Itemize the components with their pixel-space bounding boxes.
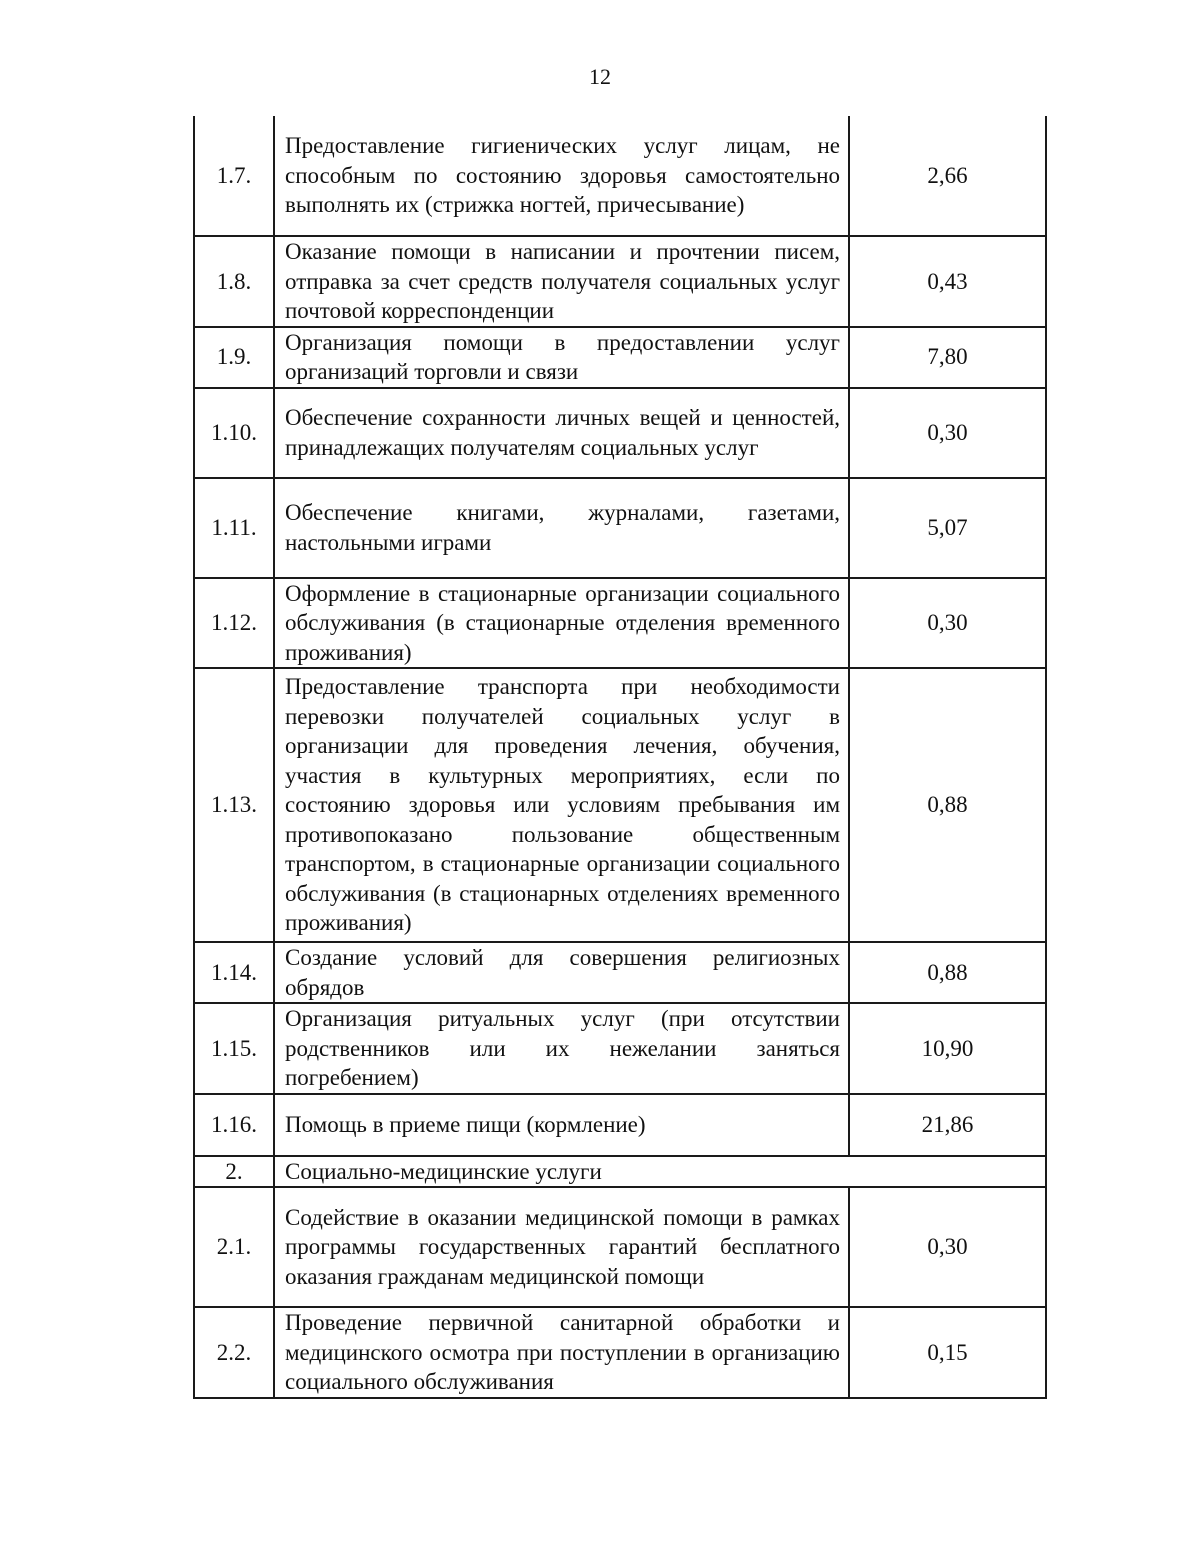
table-row	[194, 327, 1046, 388]
row-number: 2.1.	[194, 1187, 274, 1307]
service-value: 0,88	[849, 668, 1046, 942]
row-number: 2.2.	[194, 1307, 274, 1398]
service-value: 10,90	[849, 1003, 1046, 1094]
service-value: 5,07	[849, 478, 1046, 578]
service-description: Обеспечение книгами, журналами, газетами, настольными играми	[274, 478, 849, 578]
services-table	[193, 116, 1047, 1399]
page-number: 12	[589, 64, 611, 89]
service-value: 0,88	[849, 942, 1046, 1003]
table-row	[194, 578, 1046, 669]
service-description: Предоставление транспорта при необходимости перевозки получателей социальных услуг в организации для проведения лечения, обучения, участия в культурных мероприятиях, если по состоянию здоровья или условиям пребывания им противопоказано пользование общественным транспортом, в стационарные организации социального обслуживания (в стационарных отделениях временного проживания)	[274, 668, 849, 942]
row-number: 1.10.	[194, 388, 274, 478]
table-row	[194, 942, 1046, 1003]
service-description: Оказание помощи в написании и прочтении писем, отправка за счет средств получателя социальных услуг почтовой корреспонденции	[274, 236, 849, 327]
service-value: 0,15	[849, 1307, 1046, 1398]
table-row	[194, 236, 1046, 327]
row-number: 1.12.	[194, 578, 274, 669]
service-value: 0,43	[849, 236, 1046, 327]
row-number: 1.16.	[194, 1094, 274, 1156]
service-description: Создание условий для совершения религиозных обрядов	[274, 942, 849, 1003]
service-description: Содействие в оказании медицинской помощи в рамках программы государственных гарантий бесплатного оказания гражданам медицинской помощи	[274, 1187, 849, 1307]
row-number: 1.14.	[194, 942, 274, 1003]
service-description: Организация помощи в предоставлении услуг организаций торговли и связи	[274, 327, 849, 388]
row-number: 1.7.	[194, 116, 274, 236]
service-value: 0,30	[849, 1187, 1046, 1307]
table-row	[194, 1187, 1046, 1307]
row-number: 1.11.	[194, 478, 274, 578]
row-number: 1.9.	[194, 327, 274, 388]
service-description: Обеспечение сохранности личных вещей и ценностей, принадлежащих получателям социальных услуг	[274, 388, 849, 478]
row-number: 1.15.	[194, 1003, 274, 1094]
row-number: 1.13.	[194, 668, 274, 942]
service-value: 21,86	[849, 1094, 1046, 1156]
service-description: Организация ритуальных услуг (при отсутствии родственников или их нежелании заняться погребением)	[274, 1003, 849, 1094]
section-number: 2.	[194, 1156, 274, 1188]
service-description: Помощь в приеме пищи (кормление)	[274, 1094, 849, 1156]
service-description: Оформление в стационарные организации социального обслуживания (в стационарные отделения временного проживания)	[274, 578, 849, 669]
service-description: Предоставление гигиенических услуг лицам, не способным по состоянию здоровья самостоятельно выполнять их (стрижка ногтей, причесывание)	[274, 116, 849, 236]
row-number: 1.8.	[194, 236, 274, 327]
service-value: 0,30	[849, 388, 1046, 478]
section-title: Социально-медицинские услуги	[274, 1156, 1046, 1188]
table-row	[194, 1003, 1046, 1094]
table-row	[194, 668, 1046, 942]
table-row	[194, 388, 1046, 478]
table-row	[194, 478, 1046, 578]
table-row	[194, 1094, 1046, 1156]
table-row	[194, 1307, 1046, 1398]
service-value: 2,66	[849, 116, 1046, 236]
service-value: 7,80	[849, 327, 1046, 388]
service-description: Проведение первичной санитарной обработки и медицинского осмотра при поступлении в организацию социального обслуживания	[274, 1307, 849, 1398]
section-row	[194, 1156, 1046, 1188]
table-row	[194, 116, 1046, 236]
service-value: 0,30	[849, 578, 1046, 669]
